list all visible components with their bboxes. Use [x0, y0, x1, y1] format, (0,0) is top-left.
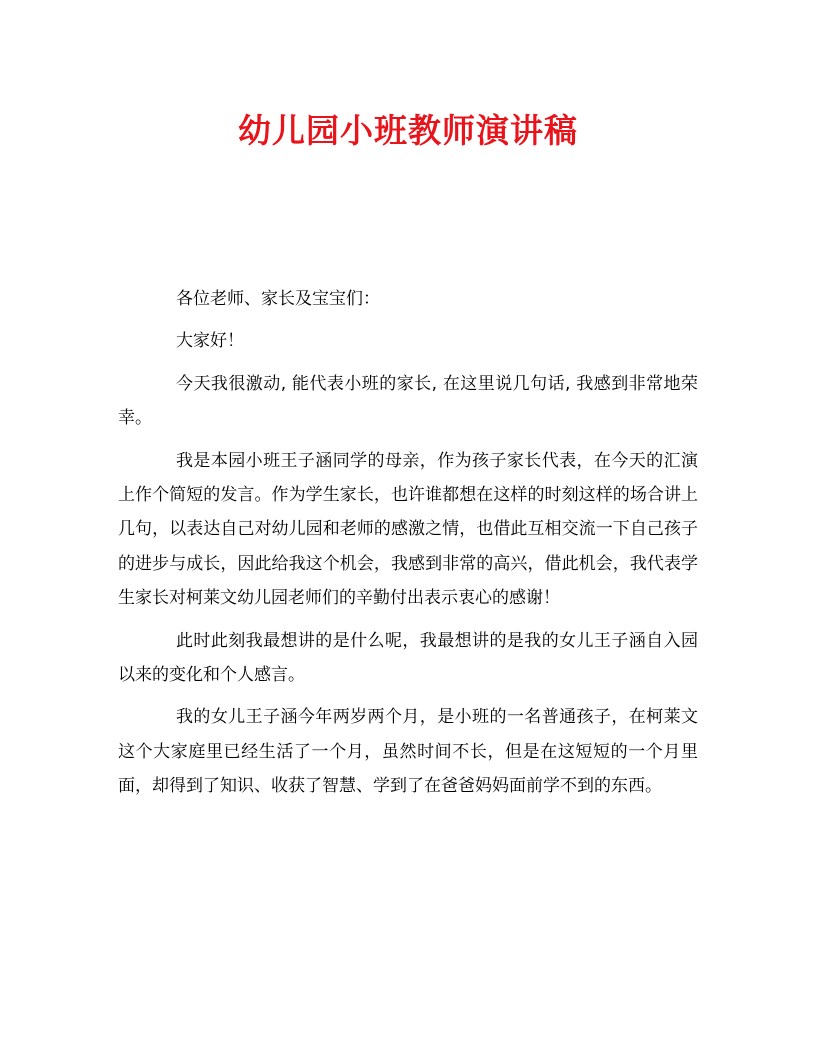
paragraph: 我是本园小班王子涵同学的母亲，作为孩子家长代表，在今天的汇演上作个简短的发言。作为学生家长，也许谁都想在这样的时刻这样的场合讲上几句，以表达自己对幼儿园和老师的感激之情，也借此互相交流一下自己孩子的进步与成长，因此给我这个机会，我感到非常的高兴，借此机会，我代表学生家长对柯莱文幼儿园老师们的辛勤付出表示衷心的感谢！	[118, 450, 698, 609]
paragraph: 今天我很激动, 能代表小班的家长, 在这里说几句话, 我感到非常地荣幸。	[118, 373, 698, 429]
salutation: 各位老师、家长及宝宝们：	[176, 289, 380, 309]
document-title: 幼儿园小班教师演讲稿	[238, 111, 578, 150]
greeting: 大家好！	[176, 331, 244, 352]
paragraph: 此时此刻我最想讲的是什么呢，我最想讲的是我的女儿王子涵自入园以来的变化和个人感言。	[118, 630, 698, 686]
document-body	[118, 282, 698, 812]
paragraph: 我的女儿王子涵今年两岁两个月，是小班的一名普通孩子，在柯莱文这个大家庭里已经生活了一个月，虽然时间不长，但是在这短短的一个月里面，却得到了知识、收获了智慧、学到了在爸爸妈妈面前学不到的东西。	[118, 707, 698, 797]
